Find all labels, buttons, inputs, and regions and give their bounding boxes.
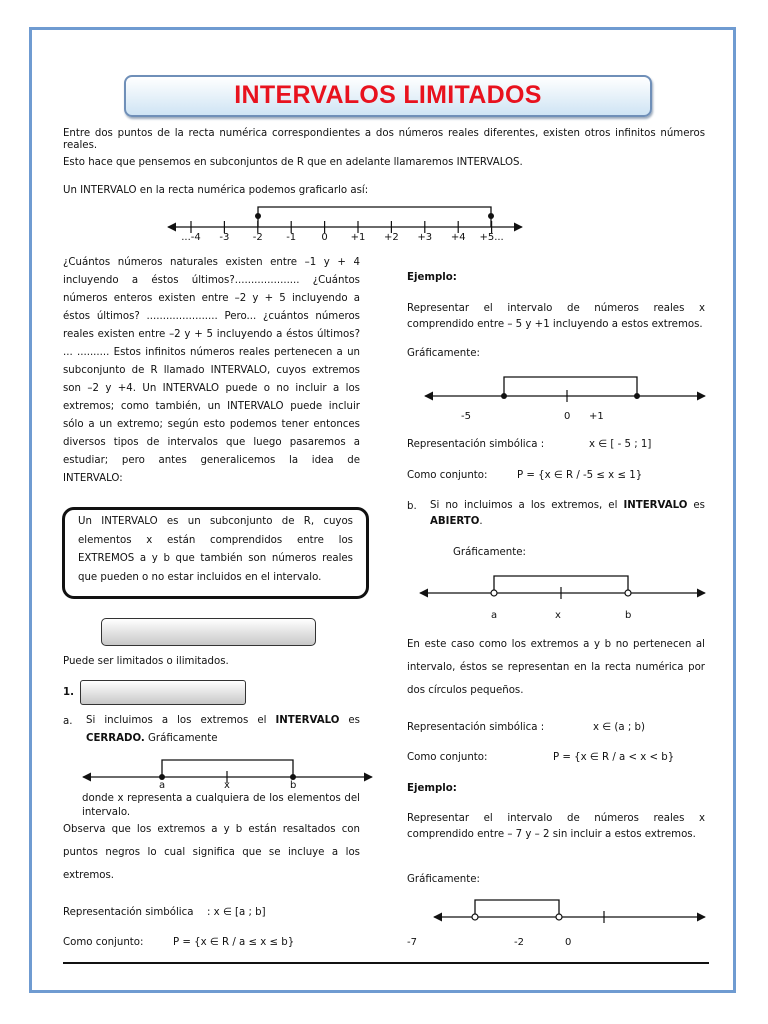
graph-label-2: Gráficamente: xyxy=(453,547,526,558)
example1-label-plus1: +1 xyxy=(589,411,604,422)
open-label-b: b xyxy=(625,610,632,621)
intro-paragraph-3: Un INTERVALO en la recta numérica podemos graficarlo así: xyxy=(63,185,369,196)
open-explanation: En este caso como los extremos a y b no pertenecen al intervalo, éstos se representan en la recta numérica por dos círculos pequeños. xyxy=(407,639,705,696)
definition-box xyxy=(62,507,369,599)
open-label-a: a xyxy=(491,610,498,621)
item-1-number: 1. xyxy=(63,687,74,698)
example-1-label: Ejemplo: xyxy=(407,272,457,283)
number-line-open xyxy=(420,576,705,621)
number-line-closed xyxy=(83,760,372,791)
observe-text: Observa que los extremos a y b están resaltados con puntos negros lo cual significa que se incluye a los extremos. xyxy=(63,824,360,881)
symbolic-value: : x ∈ [a ; b] xyxy=(207,907,266,918)
line-label-b: b xyxy=(290,780,297,791)
number-line-label: +2 xyxy=(384,232,399,243)
page-title: INTERVALOS LIMITADOS xyxy=(234,81,542,109)
set-1-value: P = {x ∈ R / -5 ≤ x ≤ 1} xyxy=(517,470,643,481)
example2-label-minus7: -7 xyxy=(407,937,417,948)
number-line-label: -1 xyxy=(286,232,297,243)
example-2-text: Representar el intervalo de números reales x comprendido entre – 7 y – 2 sin incluir a estos extremos. xyxy=(407,813,705,840)
example1-label-minus5: -5 xyxy=(461,411,471,422)
example-2-label: Ejemplo: xyxy=(407,783,457,794)
set-1-label: Como conjunto: xyxy=(407,470,488,481)
number-line-intro xyxy=(168,207,522,243)
item-a-text: Si incluimos a los extremos el INTERVALO es CERRADO. Gráficamente xyxy=(86,715,360,744)
item-1-heading-box xyxy=(80,680,246,705)
open-label-x: x xyxy=(555,610,561,621)
symbolic-label: Representación simbólica xyxy=(63,907,194,918)
set-value: P = {x ∈ R / a ≤ x ≤ b} xyxy=(173,937,295,948)
symbolic-2-label: Representación simbólica : xyxy=(407,722,545,733)
intro-paragraph-1: Entre dos puntos de la recta numérica correspondientes a dos números reales diferentes, existen otros infinitos números reales. xyxy=(63,128,705,151)
intro-paragraph-2: Esto hace que pensemos en subconjuntos de R que en adelante llamaremos INTERVALOS. xyxy=(63,157,523,168)
line-label-x: x xyxy=(224,780,230,791)
left-questions-text: ¿Cuántos números naturales existen entre –1 y + 4 incluyendo a éstos últimos?.................... ¿Cuántos números enteros existen entre –2 y + 5 incluyendo a éstos últimos? ...................... Pero... ¿cuántos números reales existen entre –2 y + 5 incluyendo a éstos últimos? ... .......... Estos infinitos números reales pertenecen a un subconjunto de R llamado INTERVALO, cuyos extremos son –2 y +4. Un INTERVALO puede o no incluir a los extremos; como también, un INTERVALO puede incluir sólo a un extremo; según esto podemos tener entonces diversos tipos de intervalos que luego pasaremos a estudiar; pero antes generalicemos la idea de INTERVALO: xyxy=(63,257,360,484)
number-line-label: -3 xyxy=(219,232,230,243)
example-1-text: Representar el intervalo de números reales x comprendido entre – 5 y +1 incluyendo a estos extremos. xyxy=(407,303,705,330)
set-2-value: P = {x ∈ R / a < x < b} xyxy=(553,752,675,763)
example2-label-0: 0 xyxy=(565,937,572,948)
section-heading-box xyxy=(101,618,316,646)
example1-label-0: 0 xyxy=(564,411,571,422)
number-line-example-1 xyxy=(425,377,705,422)
limited-text: Puede ser limitados o ilimitados. xyxy=(63,656,229,667)
symbolic-1-value: x ∈ [ - 5 ; 1] xyxy=(589,439,652,450)
symbolic-1-label: Representación simbólica : xyxy=(407,439,545,450)
set-label: Como conjunto: xyxy=(63,937,144,948)
item-b-letter: b. xyxy=(407,501,417,512)
graph-label-1: Gráficamente: xyxy=(407,348,480,359)
number-line-label: +4 xyxy=(450,232,466,243)
line-label-a: a xyxy=(159,780,166,791)
symbolic-2-value: x ∈ (a ; b) xyxy=(593,722,645,733)
number-line-label: ...-4 xyxy=(181,232,201,243)
set-2-label: Como conjunto: xyxy=(407,752,488,763)
item-a-letter: a. xyxy=(63,716,73,727)
number-line-label: -2 xyxy=(252,232,263,243)
item-b-text: Si no incluimos a los extremos, el INTERVALO es ABIERTO. xyxy=(430,500,705,527)
number-line-label: +5... xyxy=(479,232,504,243)
definition-text: Un INTERVALO es un subconjunto de R, cuyos elementos x están comprendidos entre los EXTREMOS a y b que también son números reales que pueden o no estar incluidos en el intervalo. xyxy=(78,516,353,583)
where-text: donde x representa a cualquiera de los elementos del intervalo. xyxy=(82,793,360,818)
graph-label-3: Gráficamente: xyxy=(407,874,480,885)
number-line-label: 0 xyxy=(321,232,328,243)
number-line-label: +3 xyxy=(417,232,433,243)
bottom-rule xyxy=(63,962,709,964)
number-line-example-2 xyxy=(407,900,705,948)
example2-label-minus2: -2 xyxy=(514,937,524,948)
number-line-label: +1 xyxy=(350,232,366,243)
